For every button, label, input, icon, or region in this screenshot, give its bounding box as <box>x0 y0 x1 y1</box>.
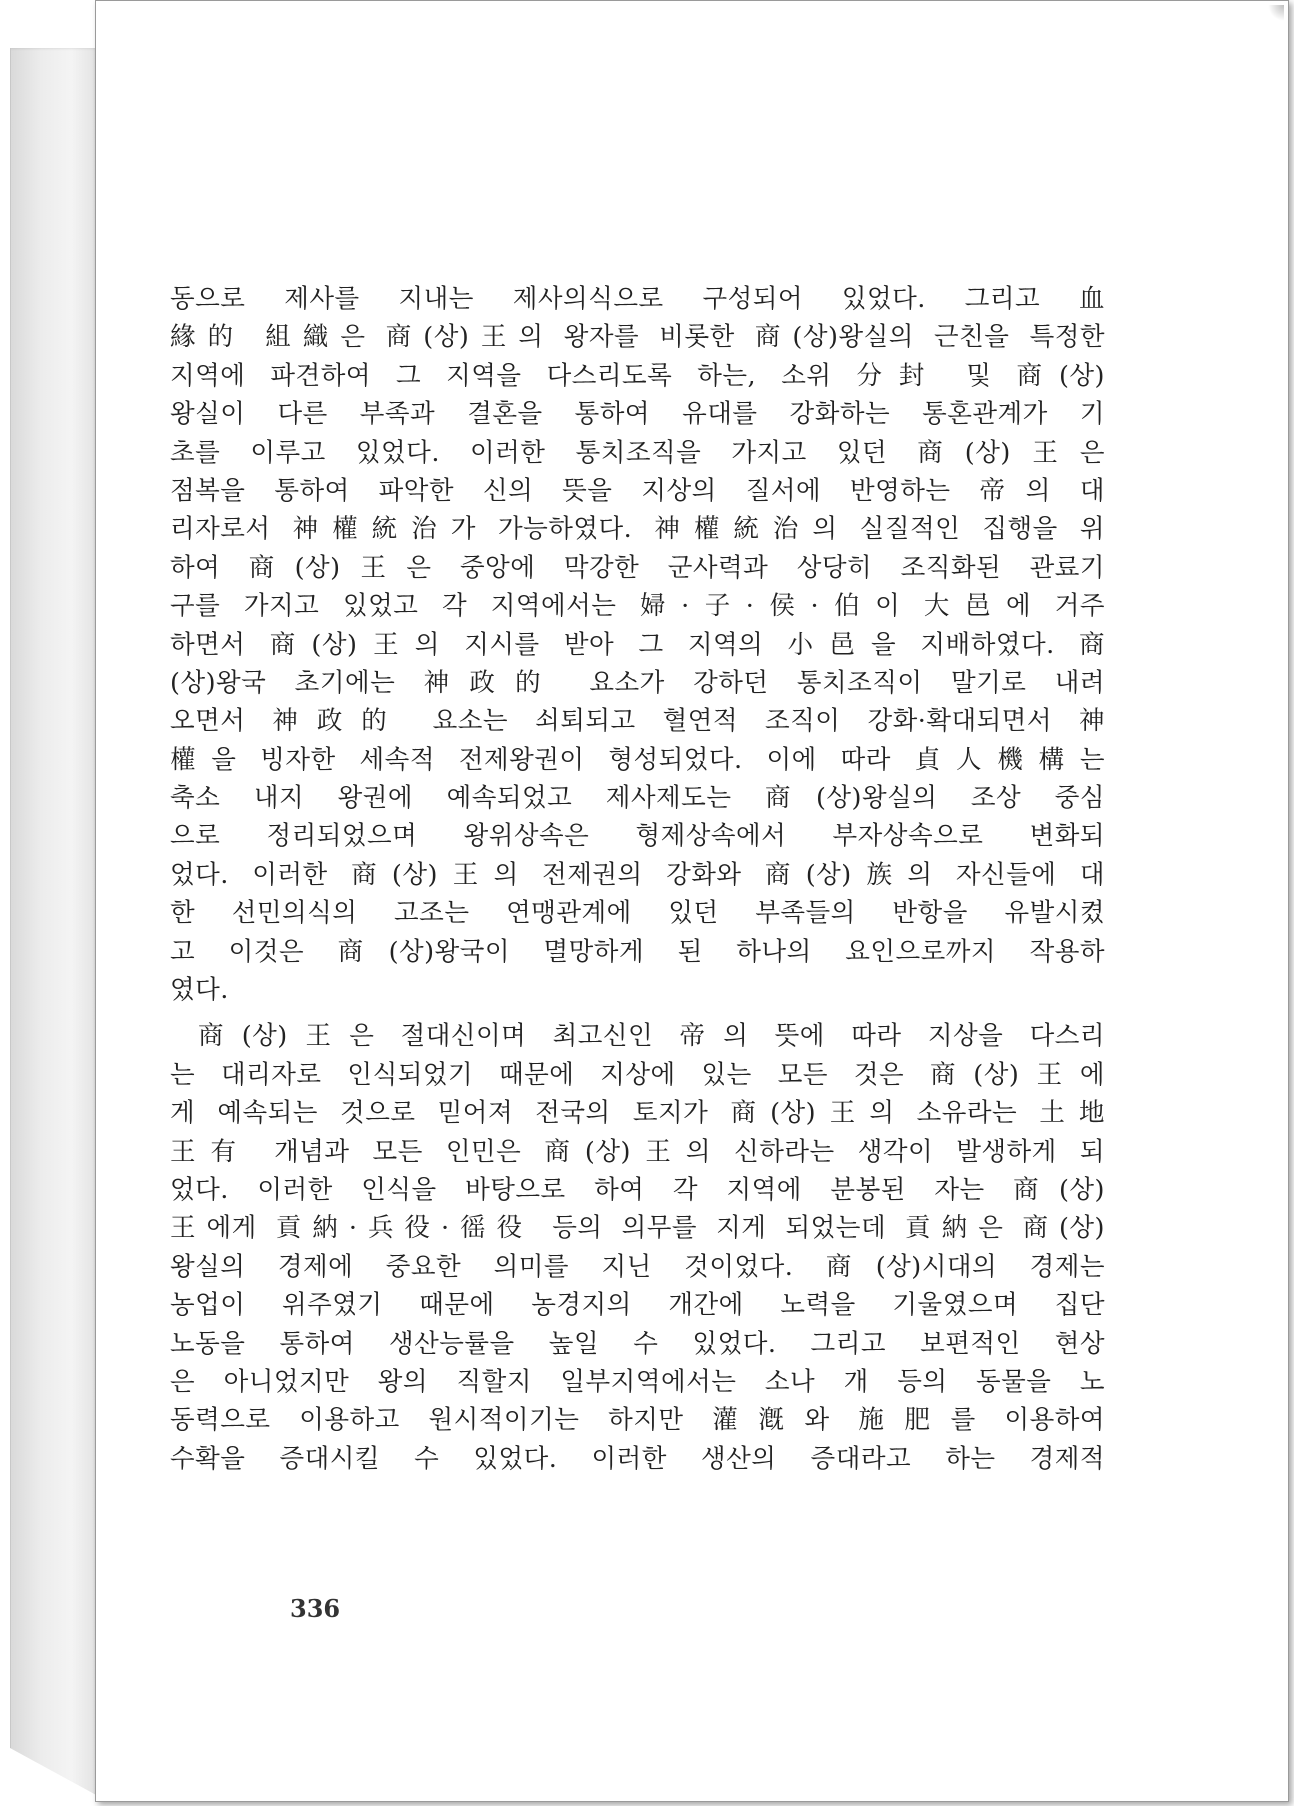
text-line: 王有 개념과 모든 인민은 商(상)王의 신하라는 생각이 발생하게 되 <box>170 1136 1105 1167</box>
text-line: 수확을 증대시킬 수 있었다. 이러한 생산의 증대라고 하는 경제적 <box>170 1443 1105 1474</box>
text-line: 는 대리자로 인식되었기 때문에 지상에 있는 모든 것은 商(상)王에 <box>170 1059 1105 1090</box>
text-line: 하면서 商(상)王의 지시를 받아 그 지역의 小邑을 지배하였다. 商 <box>170 629 1105 660</box>
text-line: 商(상)王은 절대신이며 최고신인 帝의 뜻에 따라 지상을 다스리 <box>198 1021 1105 1052</box>
page-corner-shadow <box>1268 5 1284 21</box>
text-line: 고 이것은 商(상)왕국이 멸망하게 된 하나의 요인으로까지 작용하 <box>170 936 1105 967</box>
spine-edge <box>10 48 11 1748</box>
text-line: 동으로 제사를 지내는 제사의식으로 구성되어 있었다. 그리고 血 <box>170 284 1105 314</box>
text-line: 緣的 組織은 商(상)王의 왕자를 비롯한 商(상)왕실의 근친을 특정한 <box>170 322 1105 353</box>
text-line: 오면서 神政的 요소는 쇠퇴되고 혈연적 조직이 강화·확대되면서 神 <box>170 706 1105 737</box>
text-line: 하여 商(상)王은 중앙에 막강한 군사력과 상당히 조직화된 관료기 <box>170 552 1105 583</box>
text-line: 왕실이 다른 부족과 결혼을 통하여 유대를 강화하는 통혼관계가 기 <box>170 399 1105 430</box>
text-line: 權을 빙자한 세속적 전제왕권이 형성되었다. 이에 따라 貞人機構는 <box>170 744 1105 775</box>
text-line: 노동을 통하여 생산능률을 높일 수 있었다. 그리고 보편적인 현상 <box>170 1328 1105 1359</box>
text-line: 왕실의 경제에 중요한 의미를 지닌 것이었다. 商(상)시대의 경제는 <box>170 1251 1105 1282</box>
text-line: 농업이 위주였기 때문에 농경지의 개간에 노력을 기울였으며 집단 <box>170 1290 1105 1321</box>
text-line: 리자로서 神權統治가 가능하였다. 神權統治의 실질적인 집행을 위 <box>170 514 1105 545</box>
text-line: 구를 가지고 있었고 각 지역에서는 婦·子·侯·伯이 大邑에 거주 <box>170 591 1105 622</box>
text-line: 었다. 이러한 인식을 바탕으로 하여 각 지역에 분봉된 자는 商(상) <box>170 1174 1105 1205</box>
text-line: 한 선민의식의 고조는 연맹관계에 있던 부족들의 반항을 유발시켰 <box>170 898 1105 929</box>
text-line: 점복을 통하여 파악한 신의 뜻을 지상의 질서에 반영하는 帝의 대 <box>170 475 1105 506</box>
text-line: 으로 정리되었으며 왕위상속은 형제상속에서 부자상속으로 변화되 <box>170 821 1105 852</box>
text-line: 은 아니었지만 왕의 직할지 일부지역에서는 소나 개 등의 동물을 노 <box>170 1366 1105 1397</box>
text-line: 게 예속되는 것으로 믿어져 전국의 토지가 商(상)王의 소유라는 土地 <box>170 1098 1105 1129</box>
text-line: 王에게 貢納·兵役·徭役 등의 의무를 지게 되었는데 貢納은 商(상) <box>170 1213 1105 1244</box>
text-line: 동력으로 이용하고 원시적이기는 하지만 灌漑와 施肥를 이용하여 <box>170 1405 1105 1436</box>
body-text <box>170 280 1105 1478</box>
text-line: 초를 이루고 있었다. 이러한 통치조직을 가지고 있던 商(상)王은 <box>170 437 1105 468</box>
paragraph-1 <box>170 280 1105 1009</box>
text-line: 축소 내지 왕권에 예속되었고 제사제도는 商(상)왕실의 조상 중심 <box>170 783 1105 814</box>
text-line: 였다. <box>170 975 229 1006</box>
page-number: 336 <box>290 1594 341 1623</box>
text-line: 지역에 파견하여 그 지역을 다스리도록 하는, 소위 分封 및 商(상) <box>170 360 1105 391</box>
text-line: (상)왕국 초기에는 神政的 요소가 강하던 통치조직이 말기로 내려 <box>170 667 1105 698</box>
paragraph-2 <box>170 1017 1105 1478</box>
text-line: 었다. 이러한 商(상)王의 전제권의 강화와 商(상)族의 자신들에 대 <box>170 859 1105 890</box>
book-spine <box>10 48 98 1796</box>
